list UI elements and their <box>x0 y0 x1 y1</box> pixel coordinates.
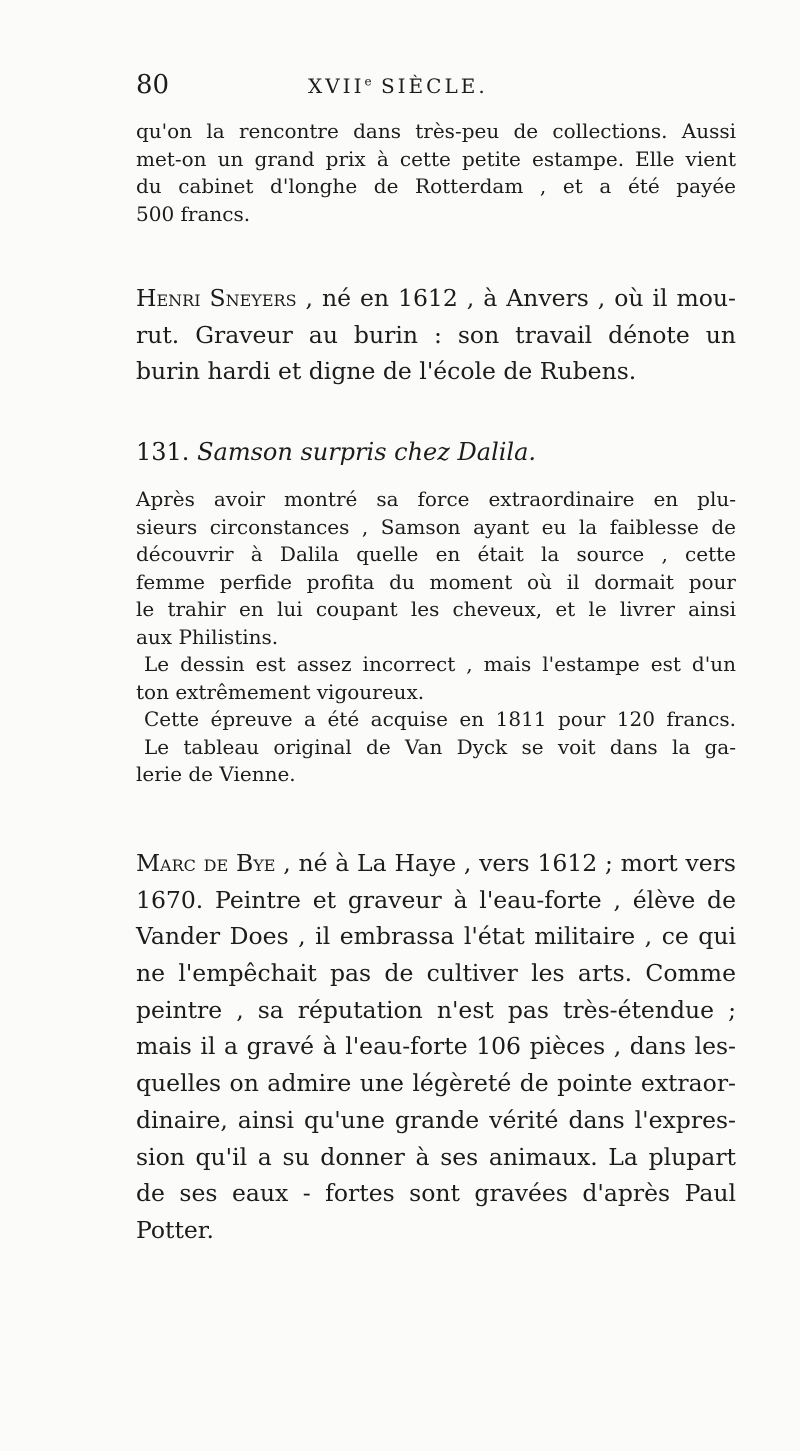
text-line: Potter. <box>136 1215 214 1244</box>
artist-name: Henri Sneyers <box>136 284 297 312</box>
text-line: mais il a gravé à l'eau-forte 106 pièces , dans les- <box>136 1032 736 1061</box>
text-line: 500 francs. <box>136 201 251 226</box>
text-line: sieurs circonstances , Samson ayant eu la faiblesse de <box>136 514 736 539</box>
text-line: Après avoir montré sa force extraordinaire en plu- <box>136 487 736 511</box>
print-entry-title <box>136 438 536 466</box>
text-line: Le dessin est assez incorrect , mais l'estampe est d'un <box>144 652 736 676</box>
text-line: 1670. Peintre et graveur à l'eau-forte , élève de <box>136 885 736 914</box>
text-line: Cette épreuve a été acquise en 1811 pour 120 francs. <box>144 707 736 731</box>
text-line: découvrir à Dalila quelle en était la source , cette <box>136 542 736 566</box>
text-line: ne l'empêchait pas de cultiver les arts. Comme <box>136 959 736 988</box>
text-line: du cabinet d'longhe de Rotterdam , et a été payée <box>136 174 736 198</box>
print-description <box>136 486 736 789</box>
text-line: Marc de Bye , né à La Haye , vers 1612 ; mort vers <box>136 849 736 877</box>
entry-number: 131. <box>136 438 190 466</box>
text-line: Henri Sneyers , né en 1612 , à Anvers , où il mou- <box>136 284 736 312</box>
text-line: ton extrêmement vigoureux. <box>136 679 425 704</box>
artist-name: Marc de Bye <box>136 849 276 877</box>
text-line: burin hardi et digne de l'école de Rubens. <box>136 357 637 386</box>
text-line: Vander Does , il embrassa l'état militaire , ce qui <box>136 922 736 951</box>
text-line: qu'on la rencontre dans très-peu de collections. Aussi <box>136 119 736 143</box>
text-line: le trahir en lui coupant les cheveux, et le livrer ainsi <box>136 597 736 621</box>
text-line: rut. Graveur au burin : son travail dénote un <box>136 320 736 349</box>
page-header <box>136 70 736 110</box>
text-line: dinaire, ainsi qu'une grande vérité dans l'expres- <box>136 1105 736 1134</box>
text-line: de ses eaux - fortes sont gravées d'après Paul <box>136 1179 736 1208</box>
intro-paragraph <box>136 118 736 228</box>
text-line: lerie de Vienne. <box>136 762 296 786</box>
artist-entry-sneyers <box>136 280 736 390</box>
text-line: aux Philistins. <box>136 624 279 649</box>
running-head: XVIIe SIÈCLE. <box>308 74 488 98</box>
text-line: Le tableau original de Van Dyck se voit dans la ga- <box>144 734 736 759</box>
text-line: sion qu'il a su donner à ses animaux. La plupart <box>136 1142 736 1171</box>
text-line: quelles on admire une légèreté de pointe extraor- <box>136 1069 736 1098</box>
artist-entry-de-bye <box>136 845 736 1249</box>
text-line: femme perfide profita du moment où il dormait pour <box>136 569 736 594</box>
text-line: met-on un grand prix à cette petite estampe. Elle vient <box>136 146 736 171</box>
text-line: peintre , sa réputation n'est pas très-étendue ; <box>136 995 736 1024</box>
page-number: 80 <box>136 70 170 100</box>
entry-title-text: Samson surpris chez Dalila. <box>197 438 537 466</box>
